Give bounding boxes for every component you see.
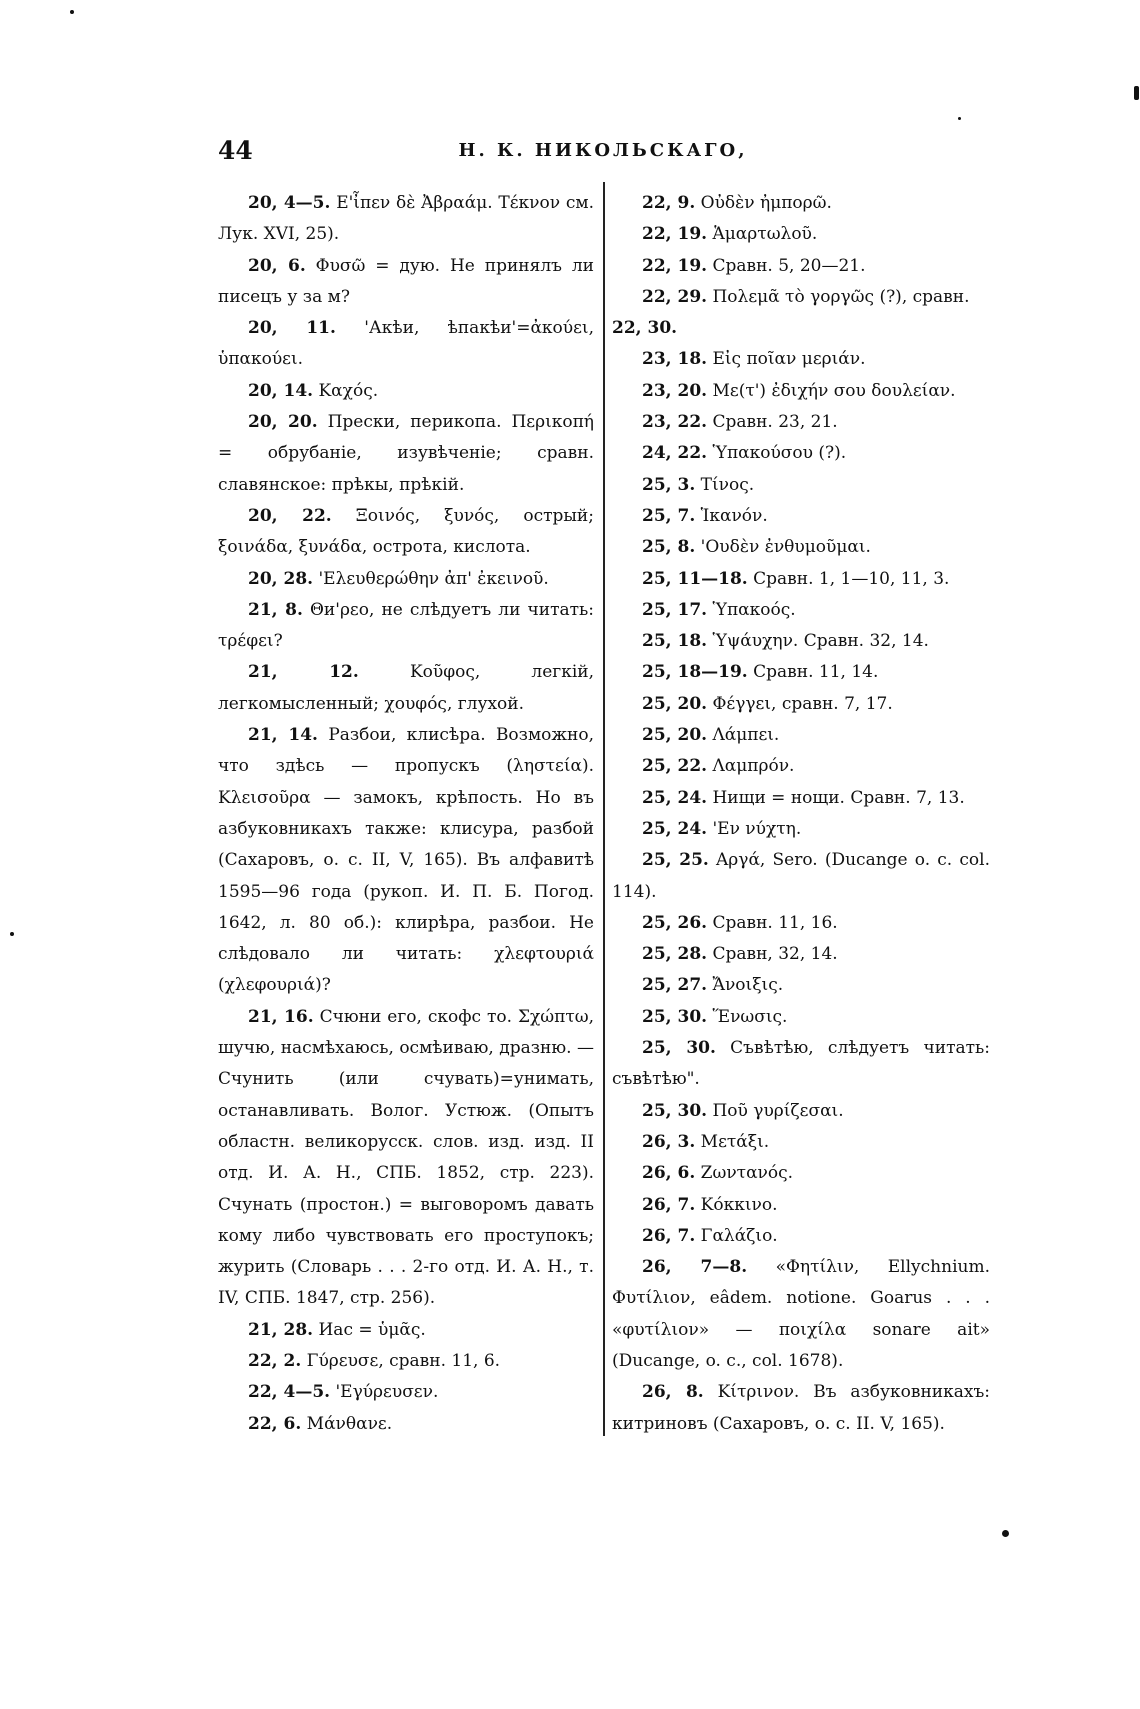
entry-text: Сравн. 23, 21. [712,412,838,433]
entry-reference: 25, 30. [642,1038,716,1059]
entry-text: Κίτρινον. Въ азбуковникахъ: китриновъ (Сахаровъ, о. с. II. V, 165). [612,1382,991,1434]
entry [218,313,594,376]
entry-reference: 25, 8. [642,537,696,558]
entry-reference: 26, 6. [642,1163,696,1184]
entry-reference: 25, 7. [642,505,696,526]
entry-text: Прески, перикопа. Περικοπή = обрубаніе, изувѣченіе; сравн. славянское: прѣкы, прѣкій. [218,412,594,495]
entry [612,564,990,595]
entry-text: Сравн. 11, 14. [753,662,879,683]
entry-text: Сравн, 32, 14. [712,944,838,965]
entry [612,939,990,970]
entry-reference: 23, 20. [642,380,708,401]
entry [612,845,990,908]
entry [218,407,594,501]
entry-reference: 25, 11—18. [642,568,748,589]
entry [612,1221,990,1252]
entry-text: Λάμπει. [712,725,780,746]
entry [218,720,594,1002]
entry-text: 'Εν νύχτη. [712,818,802,839]
entry [612,751,990,782]
entry [612,501,990,532]
entry-reference: 20, 11. [248,318,336,339]
entry-reference: 21, 16. [248,1006,314,1027]
entry-reference: 20, 14. [248,380,314,401]
entry [218,1002,594,1315]
entry [218,564,594,595]
page-number: 44 [218,136,253,165]
entry [612,1252,990,1377]
entry-text: Αργά, Sero. (Ducange o. c. col. 114). [612,850,990,902]
entry-reference: 21, 12. [248,662,359,683]
entry [612,470,990,501]
ink-speck [1002,1530,1009,1537]
entry-reference: 20, 6. [248,255,306,276]
entry-reference: 20, 4—5. [248,193,331,213]
entry [612,783,990,814]
entry-reference: 20, 28. [248,568,314,589]
entry-reference: 20, 22. [248,505,332,526]
running-head: Н. К. НИКОЛЬСКАГО, [458,140,748,161]
entry [612,532,990,563]
entry-text: Γαλάζιο. [700,1225,778,1246]
entry [612,1377,990,1440]
entry-text: 'Ουδὲν ἐνθυμοῦμαι. [700,537,871,558]
entry-text: Ε'ἶπεν δὲ Ἀβραάμ. Τέκνον см. Лук. XVI, 25). [218,193,594,245]
entry [612,1158,990,1189]
entry-text: Πολεμᾶ τὸ γοργῶς (?), сравн. [712,286,970,307]
entry [612,970,990,1001]
entry-reference: 22, 9. [642,193,696,213]
entry-reference: 22, 29. [642,286,708,307]
left-column [218,188,594,1440]
entry-reference: 26, 8. [642,1382,704,1403]
entry-text: Ὑπακούσου (?). [712,443,847,464]
entry-reference: 25, 18. [642,631,708,652]
ink-speck [10,932,14,936]
entry [218,1377,594,1408]
entry-text: 'Εγύρευσεν. [335,1382,439,1403]
entry-text: Φέγγει, сравн. 7, 17. [712,693,893,714]
entry [612,908,990,939]
entry-text: Ὑπακοός. [712,599,796,620]
entry-text: Съвѣтѣю, слѣдуетъ читать: съвѣтѣю". [612,1038,990,1090]
entry [612,1002,990,1033]
entry-reference: 26, 7. [642,1194,696,1215]
entry-reference: 25, 24. [642,818,708,839]
entry [612,407,990,438]
entry [218,657,594,720]
entry [612,376,990,407]
entry [218,376,594,407]
entry-text: Φυσῶ = дую. Не принялъ ли писецъ у за м? [218,255,595,307]
entry-reference: 21, 8. [248,599,303,620]
entry-text: Счюни его, скофс то. Σχώπτω, шучю, насмѣхаюсь, осмѣиваю, дразню. — Счунить (или счувать)=унимать, останавливать. Волог. Устюж. (Опытъ областн. великорусск. слов. изд. изд. II отд. И. А. Н., СПБ. 1852, стр. 223). Счунать (простон.) = выговоромъ давать кому либо чувствовать его проступокъ; журить (Словарь . . . 2-го отд. И. А. Н., т. IV, СПБ. 1847, стр. 256). [218,1006,594,1309]
entry [612,595,990,626]
entry-text: Καχός. [318,380,379,401]
entry-reference: 25, 24. [642,787,708,808]
entry-text: Λαμπρόν. [712,756,795,777]
entry-text: Ἄνοιξις. [712,975,784,996]
entry-text: Разбои, клисѣра. Возможно, что здѣсь — пропускъ (ληστεία). Κλεισοῦρα — замокъ, крѣпость. Но въ азбуковникахъ также: клисура, разбой (Сахаровъ, о. с. II, V, 165). Въ алфавитѣ 1595—96 года (рукоп. И. П. Б. Погод. 1642, л. 80 об.): клирѣра, разбои. Не слѣдовало ли читать: χλεφτουριά (χλεφουριά)? [218,725,595,996]
entry [218,188,594,251]
entry-text: Нищи = нощи. Сравн. 7, 13. [712,787,965,808]
entry-reference: 25, 28. [642,944,708,965]
entry [612,219,990,250]
entry-reference: 25, 20. [642,725,708,746]
entry-reference: 26, 7—8. [642,1257,748,1278]
entry-reference: 22, 19. [642,255,708,276]
entry-reference: 23, 22. [642,412,708,433]
entry-text: Μετάξι. [700,1131,770,1152]
entry [218,251,594,314]
entry-reference: 21, 14. [248,725,318,746]
entry [218,501,594,564]
entry [612,657,990,688]
entry-text: Сравн. 11, 16. [712,912,838,933]
entry [612,1127,990,1158]
entry-reference: 22, 19. [642,224,708,245]
entry-reference: 21, 28. [248,1319,314,1340]
entry-reference: 22, 2. [248,1350,302,1371]
entry-reference: 24, 22. [642,443,708,464]
entry [218,1315,594,1346]
entry [612,1096,990,1127]
entry-text: Τίνος. [700,474,755,495]
entry-reference: 25, 17. [642,599,708,620]
entry-text: Ὑψάυχην. Сравн. 32, 14. [712,631,929,652]
entry [612,626,990,657]
entry [612,689,990,720]
entry-reference: 22, 6. [248,1413,302,1434]
entry-text: Ζωντανός. [700,1163,794,1184]
entry-text: Εἰς ποῖαν μεριάν. [712,349,866,370]
entry [612,438,990,469]
ink-speck [70,10,74,14]
entry-reference: 26, 7. [642,1225,696,1246]
entry [612,1033,990,1096]
entry-text: Μάνθανε. [306,1413,393,1434]
entry-reference: 25, 18—19. [642,662,748,683]
entry-text: «Φητίλιν, Ellychnium. Φυτίλιον, eâdem. notione. Goarus . . . «φυτίλιον» — ποιχίλα sonare ait» (Ducange, o. c., col. 1678). [612,1257,990,1371]
entry-text: Ἁμαρτωλοῦ. [712,224,818,245]
entry-reference: 22, 4—5. [248,1382,331,1403]
entry [218,1346,594,1377]
entry-reference: 23, 18. [642,349,708,370]
entry [612,251,990,282]
entry-text: Με(τ') ἐδιχήν σου δουλείαν. [712,380,956,401]
ink-speck [1134,86,1139,100]
page-header [218,132,988,172]
entry-text: Сравн. 1, 1—10, 11, 3. [753,568,950,589]
entry-text: Сравн. 5, 20—21. [712,255,866,276]
entry [612,188,990,219]
entry-text: Κόκκινο. [700,1194,778,1215]
entry-reference: 25, 20. [642,693,708,714]
entry-text: 'Ελευθερώθην ἀπ' ἐκεινοῦ. [318,568,549,589]
entry-reference: 25, 25. [642,850,709,871]
ink-speck [958,117,961,120]
entry-text: Θи'ρεο, не слѣдуетъ ли читать: τρέφει? [218,599,595,652]
entry-text: Ἱκανόν. [700,505,768,526]
entry-text: 'Акѣи, ѣпакѣи'=ἀκούει, ὑπακούει. [218,318,594,370]
entry-text: Κοῦφος, легкій, легкомысленный; χουφός, глухой. [218,662,594,714]
entry-text: Ἕνωσις. [712,1006,788,1027]
entry [218,595,594,658]
entry-reference: 25, 30. [642,1006,708,1027]
entry [612,1190,990,1221]
entry-reference: 25, 26. [642,912,708,933]
entry-text: Οὐδὲν ἠμπορῶ. [700,193,832,213]
entry-reference: 22, 30. [612,318,678,339]
entry-reference: 25, 27. [642,975,708,996]
entry-reference: 26, 3. [642,1131,696,1152]
entry [612,814,990,845]
entry-text: Ποῦ γυρίζεσαι. [712,1100,844,1121]
entry [612,720,990,751]
entry [612,313,990,344]
entry [612,344,990,375]
right-column [612,188,990,1440]
entry-reference: 25, 22. [642,756,708,777]
column-divider [603,182,605,1436]
entry-text: Γύρευσε, сравн. 11, 6. [306,1350,501,1371]
entry-reference: 20, 20. [248,412,318,433]
entry-reference: 25, 30. [642,1100,708,1121]
entry-text: Ξοινός, ξυνός, острый; ξοινάδα, ξυνάδα, острота, кислота. [218,505,594,558]
entry [218,1409,594,1440]
entry-reference: 25, 3. [642,474,696,495]
entry-text: Иас = ὑμᾶς. [318,1319,426,1340]
entry [612,282,990,313]
